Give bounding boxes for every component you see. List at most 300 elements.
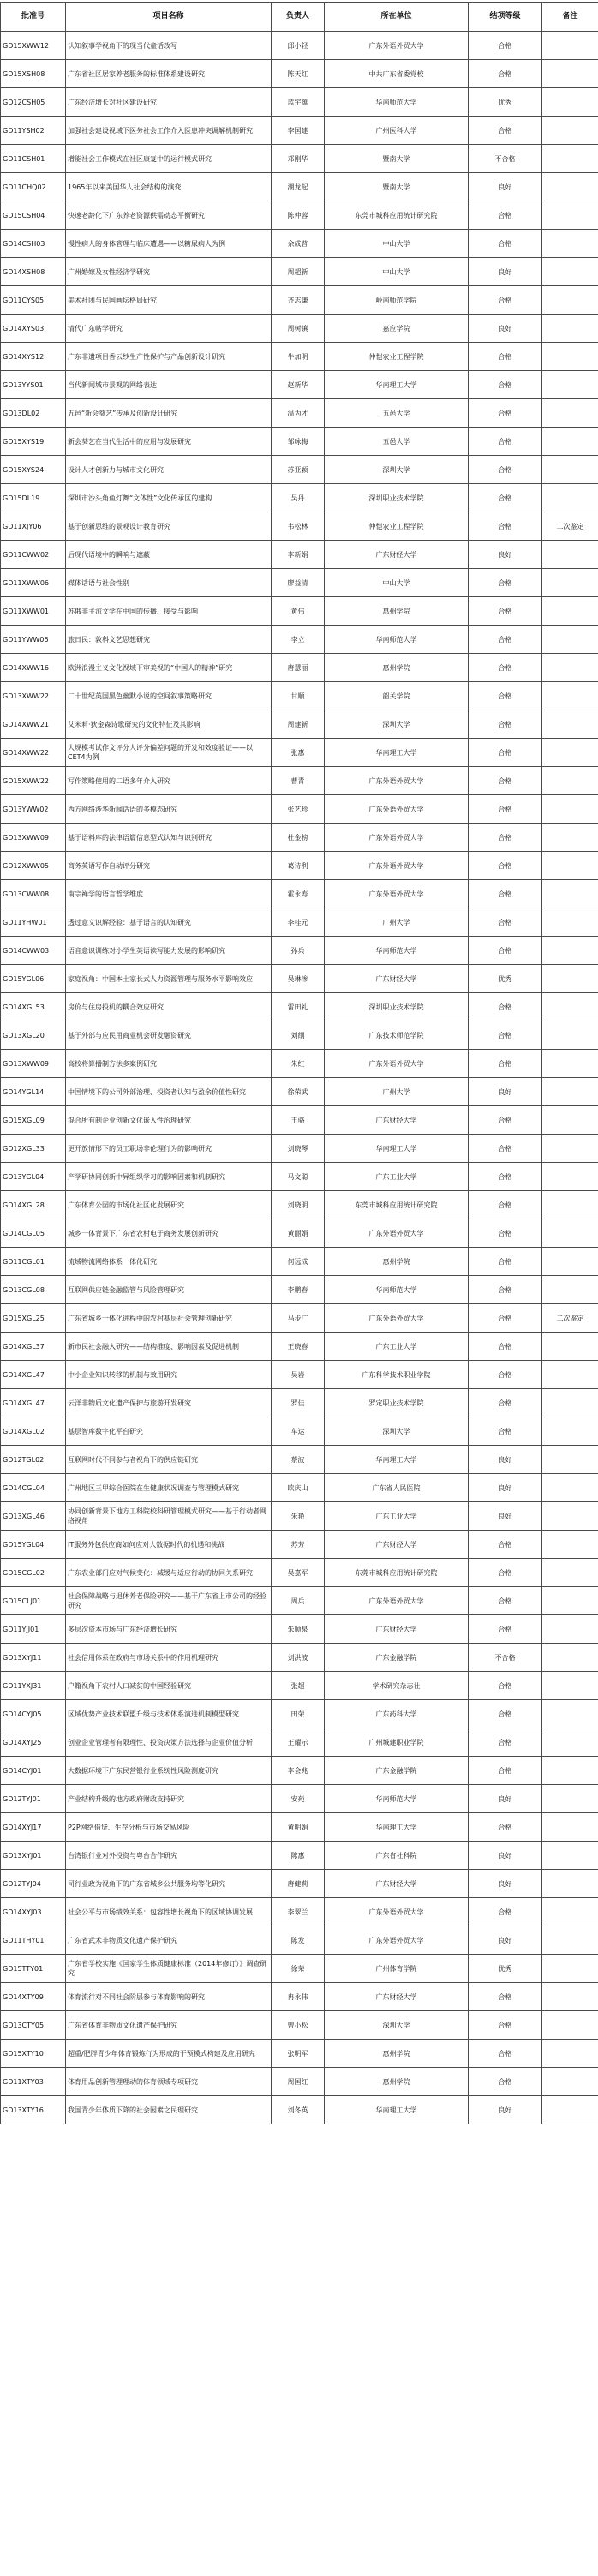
table-row [1,1163,598,1191]
cell-person: 苏芳 [272,1531,325,1559]
cell-note [542,399,598,428]
cell-note [542,286,598,315]
cell-title: 广东省武术非物质文化遗产保护研究 [66,1926,272,1955]
cell-title: 二十世纪英国黑色幽默小说的空间叙事策略研究 [66,682,272,710]
cell-title: 媒体话语与社会性别 [66,569,272,597]
cell-title: 云洋非物质文化遗产保护与旅游开发研究 [66,1389,272,1417]
table-row [1,908,598,937]
cell-person: 刘晓琴 [272,1135,325,1163]
cell-org: 中山大学 [325,230,469,258]
cell-code: GD13DL02 [1,399,66,428]
cell-title: 互联网供应链金融监管与风险管理研究 [66,1276,272,1304]
cell-grade: 良好 [469,1870,542,1898]
cell-grade: 合格 [469,1700,542,1728]
cell-org: 东莞市城科应用统计研究院 [325,201,469,230]
cell-grade: 合格 [469,512,542,541]
cell-note [542,315,598,343]
cell-org: 华南师范大学 [325,88,469,117]
header-note: 备注 [542,3,598,32]
table-row [1,1644,598,1672]
cell-org: 华南理工大学 [325,371,469,399]
cell-title: 创业企业管理者有限理性、投资决策方法选择与企业价值分析 [66,1728,272,1757]
cell-grade: 合格 [469,2068,542,2096]
cell-org: 广东工业大学 [325,1333,469,1361]
cell-person: 安苑 [272,1785,325,1813]
cell-note: 二次鉴定 [542,1304,598,1333]
table-row [1,512,598,541]
cell-note [542,484,598,512]
cell-note [542,1163,598,1191]
cell-person: 周兵 [272,1587,325,1615]
cell-title: 广东省学校实施《国家学生体质健康标准（2014年修订）》调查研究 [66,1955,272,1983]
cell-note [542,1106,598,1135]
cell-grade: 合格 [469,710,542,739]
table-row [1,88,598,117]
cell-note: 二次鉴定 [542,512,598,541]
table-row [1,1248,598,1276]
cell-person: 齐志谦 [272,286,325,315]
cell-grade: 合格 [469,230,542,258]
table-row [1,32,598,60]
cell-grade: 良好 [469,541,542,569]
cell-note [542,1276,598,1304]
table-row [1,1559,598,1587]
cell-org: 广东技术师范学院 [325,1021,469,1050]
table-row [1,2040,598,2068]
cell-code: GD13YYS01 [1,371,66,399]
cell-org: 广东财经大学 [325,1615,469,1644]
table-row [1,710,598,739]
cell-note [542,2068,598,2096]
cell-org: 东莞市城科应用统计研究院 [325,1559,469,1587]
cell-grade: 良好 [469,1446,542,1474]
cell-code: GD11THY01 [1,1926,66,1955]
cell-grade: 良好 [469,2096,542,2124]
cell-person: 葛诗利 [272,852,325,880]
cell-person: 张明军 [272,2040,325,2068]
cell-person: 周树镇 [272,315,325,343]
cell-grade: 合格 [469,597,542,626]
cell-person: 曾小松 [272,2011,325,2040]
cell-title: 认知叙事学视角下的现当代童话改写 [66,32,272,60]
cell-grade: 合格 [469,1191,542,1219]
table-row [1,1304,598,1333]
cell-person: 吴琳渗 [272,965,325,993]
cell-title: 基层智库数字化平台研究 [66,1417,272,1446]
cell-title: 我国青少年体质下降的社会因素之民理研究 [66,2096,272,2124]
table-row [1,1700,598,1728]
cell-grade: 合格 [469,795,542,824]
cell-code: GD11XTY03 [1,2068,66,2096]
cell-note [542,1389,598,1417]
cell-note [542,428,598,456]
cell-person: 牛加明 [272,343,325,371]
cell-note [542,993,598,1021]
cell-title: 广州婚嫁及女性经济学研究 [66,258,272,286]
table-row [1,1898,598,1926]
cell-title: 语音意识训练对小学生英语读写能力发展的影响研究 [66,937,272,965]
cell-org: 惠州学院 [325,1248,469,1276]
cell-title: 大数据环境下广东民营银行业系统性风险测度研究 [66,1757,272,1785]
results-table [0,2,598,2124]
cell-note [542,117,598,145]
cell-org: 华南理工大学 [325,1135,469,1163]
cell-code: GD13XYJ01 [1,1842,66,1870]
cell-code: GD12XGL33 [1,1135,66,1163]
header-org: 所在单位 [325,3,469,32]
cell-grade: 合格 [469,852,542,880]
cell-org: 惠州学院 [325,2040,469,2068]
cell-title: 苏俄非主流文学在中国的传播、接受与影响 [66,597,272,626]
cell-code: GD11CGL01 [1,1248,66,1276]
cell-org: 广东外语外贸大学 [325,1587,469,1615]
cell-title: 广东省社区居家养老服务的标准体系建设研究 [66,60,272,88]
cell-person: 罗佳 [272,1389,325,1417]
cell-title: 中国情境下的公司外部治理、投资者认知与盈余价值性研究 [66,1078,272,1106]
table-row [1,1531,598,1559]
cell-org: 广州大学 [325,1078,469,1106]
cell-person: 陈天红 [272,60,325,88]
cell-org: 五邑大学 [325,428,469,456]
cell-code: GD12TYJ01 [1,1785,66,1813]
cell-title: 家庭视角：中国本土家长式人力资源管理与服务水平影响效应 [66,965,272,993]
cell-org: 东莞市城科应用统计研究院 [325,1191,469,1219]
cell-person: 周超新 [272,258,325,286]
cell-code: GD13XGL20 [1,1021,66,1050]
cell-code: GD13XTY16 [1,2096,66,2124]
cell-grade: 不合格 [469,145,542,173]
cell-note [542,371,598,399]
table-row [1,1813,598,1842]
cell-org: 广东外语外贸大学 [325,880,469,908]
cell-code: GD14XGL53 [1,993,66,1021]
cell-person: 雷田礼 [272,993,325,1021]
cell-org: 广东财经大学 [325,1983,469,2011]
cell-note [542,1757,598,1785]
table-row [1,1446,598,1474]
table-row [1,201,598,230]
header-person: 负责人 [272,3,325,32]
cell-note [542,795,598,824]
table-row [1,1615,598,1644]
cell-person: 唐慧丽 [272,654,325,682]
cell-grade: 合格 [469,1728,542,1757]
cell-org: 惠州学院 [325,2068,469,2096]
cell-grade: 合格 [469,117,542,145]
cell-grade: 合格 [469,1559,542,1587]
cell-grade: 合格 [469,1248,542,1276]
table-row [1,1135,598,1163]
table-row [1,1417,598,1446]
cell-person: 王耀示 [272,1728,325,1757]
cell-code: GD15XTY10 [1,2040,66,2068]
cell-grade: 合格 [469,824,542,852]
cell-grade: 合格 [469,201,542,230]
table-row [1,428,598,456]
cell-title: 区域优势产业技术联盟升级与技术体系演进机制模型研究 [66,1700,272,1728]
cell-grade: 合格 [469,484,542,512]
table-row [1,1870,598,1898]
cell-grade: 合格 [469,569,542,597]
cell-code: GD11YJJ01 [1,1615,66,1644]
cell-note [542,2096,598,2124]
cell-grade: 合格 [469,399,542,428]
cell-org: 广东外语外贸大学 [325,32,469,60]
cell-org: 中山大学 [325,258,469,286]
table-row [1,286,598,315]
cell-note [542,541,598,569]
cell-grade: 良好 [469,315,542,343]
cell-org: 广东外语外贸大学 [325,1926,469,1955]
cell-grade: 合格 [469,1021,542,1050]
cell-note [542,1021,598,1050]
cell-person: 孙兵 [272,937,325,965]
cell-title: 广东体育公园的市场化社区化发展研究 [66,1191,272,1219]
cell-org: 广东财经大学 [325,965,469,993]
cell-title: 互联网时代不同参与者视角下的供应链研究 [66,1446,272,1474]
cell-grade: 合格 [469,456,542,484]
table-row [1,569,598,597]
cell-code: GD11YHW01 [1,908,66,937]
cell-person: 欧庆山 [272,1474,325,1502]
cell-grade: 良好 [469,258,542,286]
table-row [1,682,598,710]
cell-note [542,1898,598,1926]
table-body [1,32,598,2124]
cell-person: 陈仲蓉 [272,201,325,230]
cell-person: 刘晓明 [272,1191,325,1219]
cell-org: 广东外语外贸大学 [325,795,469,824]
cell-code: GD12TYJ04 [1,1870,66,1898]
cell-code: GD15XWW22 [1,767,66,795]
cell-title: 慢性病人的身体管理与临床遭遇——以糖尿病人为例 [66,230,272,258]
cell-note [542,145,598,173]
cell-title: 体育用品创新管理理动的体育领域专项研究 [66,2068,272,2096]
cell-person: 苏亚颖 [272,456,325,484]
table-row [1,343,598,371]
cell-person: 李翠兰 [272,1898,325,1926]
cell-note [542,1672,598,1700]
cell-title: 西方网络涉华新闻话语的多模态研究 [66,795,272,824]
cell-grade: 合格 [469,767,542,795]
cell-org: 广东外语外贸大学 [325,1304,469,1333]
cell-title: 多层次资本市场与广东经济增长研究 [66,1615,272,1644]
table-row [1,1983,598,2011]
cell-title: 广东省城乡一体化进程中的农村基层社会管理创新研究 [66,1304,272,1333]
cell-note [542,682,598,710]
cell-note [542,1191,598,1219]
cell-person: 赵新华 [272,371,325,399]
cell-code: GD15XSH08 [1,60,66,88]
cell-person: 刘纲 [272,1021,325,1050]
cell-person: 吴丹 [272,484,325,512]
cell-title: 社会保障战略与退休养老保险研究——基于广东省上市公司的经验研究 [66,1587,272,1615]
cell-org: 广州大学 [325,908,469,937]
cell-grade: 良好 [469,1502,542,1531]
cell-code: GD13XWW09 [1,824,66,852]
table-row [1,1191,598,1219]
cell-title: 1965年以来美国华人社会结构的演变 [66,173,272,201]
cell-person: 王骆 [272,1106,325,1135]
cell-org: 华南理工大学 [325,739,469,767]
cell-person: 李立 [272,626,325,654]
cell-grade: 合格 [469,2011,542,2040]
cell-grade: 合格 [469,1333,542,1361]
cell-code: GD15CSH04 [1,201,66,230]
cell-person: 邓刚华 [272,145,325,173]
cell-person: 李新娟 [272,541,325,569]
cell-title: 产业结构升级的地方政府财政支持研究 [66,1785,272,1813]
cell-note [542,230,598,258]
cell-code: GD15YGL06 [1,965,66,993]
cell-grade: 合格 [469,937,542,965]
cell-grade: 良好 [469,1926,542,1955]
cell-note [542,1587,598,1615]
cell-person: 黄伟 [272,597,325,626]
cell-grade: 合格 [469,1361,542,1389]
cell-person: 吴岩 [272,1361,325,1389]
cell-person: 冉永伟 [272,1983,325,2011]
cell-org: 广东金融学院 [325,1644,469,1672]
table-row [1,1785,598,1813]
cell-person: 陈惠 [272,1842,325,1870]
cell-title: 社会公平与市场绩效关系：包容性增长视角下的区域协调发展 [66,1898,272,1926]
cell-person: 潮龙起 [272,173,325,201]
cell-note [542,173,598,201]
cell-title: 深圳市沙头角鱼灯舞“文体性”文化传承区的建构 [66,484,272,512]
table-row [1,767,598,795]
cell-title: 户籍视角下农村人口减贫的中国经验研究 [66,1672,272,1700]
cell-note [542,1955,598,1983]
cell-person: 余成普 [272,230,325,258]
cell-person: 吴嘉军 [272,1559,325,1587]
cell-org: 韶关学院 [325,682,469,710]
table-row [1,1587,598,1615]
cell-grade: 合格 [469,739,542,767]
cell-note [542,1870,598,1898]
cell-grade: 合格 [469,1587,542,1615]
cell-note [542,1926,598,1955]
table-row [1,2068,598,2096]
cell-note [542,824,598,852]
cell-grade: 合格 [469,1050,542,1078]
cell-code: GD13XWW09 [1,1050,66,1078]
cell-org: 广东外语外贸大学 [325,1050,469,1078]
cell-code: GD15XGL25 [1,1304,66,1333]
cell-code: GD14XGL37 [1,1333,66,1361]
cell-title: 广东农业部门应对气候变化：减缓与适应行动的协同关系研究 [66,1559,272,1587]
cell-person: 李国建 [272,117,325,145]
cell-grade: 合格 [469,428,542,456]
cell-title: 流域物流网络体系一体化研究 [66,1248,272,1276]
cell-code: GD13XWW22 [1,682,66,710]
cell-org: 深圳大学 [325,710,469,739]
cell-org: 嘉应学院 [325,315,469,343]
cell-code: GD15YGL04 [1,1531,66,1559]
cell-title: 五邑“新会葵艺”传承及创新设计研究 [66,399,272,428]
cell-code: GD14XYJ25 [1,1728,66,1757]
cell-note [542,343,598,371]
cell-title: 当代新闻城市景观的网络表达 [66,371,272,399]
cell-person: 张超 [272,1672,325,1700]
table-row [1,1106,598,1135]
cell-org: 惠州学院 [325,597,469,626]
cell-code: GD14CGL04 [1,1474,66,1502]
cell-org: 罗定职业技术学院 [325,1389,469,1417]
cell-grade: 良好 [469,1474,542,1502]
table-row [1,173,598,201]
cell-note [542,1728,598,1757]
cell-grade: 合格 [469,1135,542,1163]
cell-note [542,2011,598,2040]
cell-grade: 合格 [469,1983,542,2011]
cell-person: 温为才 [272,399,325,428]
cell-org: 广东财经大学 [325,541,469,569]
cell-org: 华南师范大学 [325,1276,469,1304]
cell-person: 田荣 [272,1700,325,1728]
header-title: 项目名称 [66,3,272,32]
cell-grade: 合格 [469,32,542,60]
cell-note [542,569,598,597]
cell-title: 加强社会建设视域下医务社会工作介入医患冲突调解机制研究 [66,117,272,145]
cell-title: 超重/肥胖青少年体育锻炼行为形成的干预模式构建及应用研究 [66,2040,272,2068]
cell-code: GD11XWW01 [1,597,66,626]
cell-note [542,1361,598,1389]
cell-title: 设计人才创新力与城市文化研究 [66,456,272,484]
cell-note [542,1078,598,1106]
cell-org: 华南理工大学 [325,1446,469,1474]
cell-grade: 合格 [469,1672,542,1700]
cell-org: 广东外语外贸大学 [325,852,469,880]
table-row [1,597,598,626]
cell-grade: 良好 [469,1842,542,1870]
cell-note [542,88,598,117]
cell-code: GD11YXJ31 [1,1672,66,1700]
table-row [1,1728,598,1757]
cell-org: 广东外语外贸大学 [325,767,469,795]
cell-org: 中山大学 [325,569,469,597]
cell-code: GD11CHQ02 [1,173,66,201]
table-row [1,2011,598,2040]
table-row [1,937,598,965]
cell-org: 广东外语外贸大学 [325,1898,469,1926]
cell-person: 刘冬英 [272,2096,325,2124]
cell-note [542,767,598,795]
cell-code: GD14CYJ05 [1,1700,66,1728]
cell-code: GD15XYS24 [1,456,66,484]
table-row [1,1021,598,1050]
cell-person: 周国红 [272,2068,325,2096]
table-row [1,852,598,880]
cell-grade: 合格 [469,1531,542,1559]
cell-org: 广州医科大学 [325,117,469,145]
table-row [1,484,598,512]
cell-org: 岭南师范学院 [325,286,469,315]
cell-grade: 优秀 [469,1955,542,1983]
table-row [1,1333,598,1361]
cell-code: GD14XSH08 [1,258,66,286]
cell-title: 旅日民：敦科文艺思想研究 [66,626,272,654]
cell-code: GD11XJY06 [1,512,66,541]
table-row [1,258,598,286]
cell-note [542,1615,598,1644]
table-row [1,1955,598,1983]
cell-org: 学术研究杂志社 [325,1672,469,1700]
cell-grade: 不合格 [469,1644,542,1672]
cell-code: GD14XGL02 [1,1417,66,1446]
cell-code: GD11CSH01 [1,145,66,173]
cell-org: 深圳大学 [325,2011,469,2040]
